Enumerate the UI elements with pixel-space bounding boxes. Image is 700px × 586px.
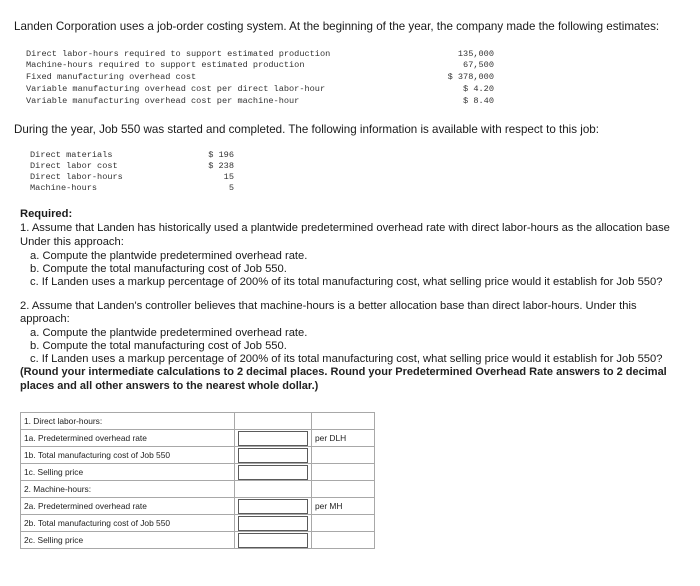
estimate-value: $ 378,000: [447, 72, 494, 82]
required-heading: Required:: [20, 208, 73, 220]
answer-cell: [235, 430, 312, 447]
table-row: [21, 515, 375, 532]
row-label: 2a. Predetermined overhead rate: [21, 498, 235, 515]
job-row: [30, 161, 234, 172]
table-row: [21, 430, 375, 447]
unit-label: [312, 515, 375, 532]
unit-label: [312, 481, 375, 498]
unit-label: per DLH: [312, 430, 375, 447]
estimate-row: [26, 72, 494, 83]
estimate-value: $ 8.40: [463, 96, 494, 106]
question-1-approach: Under this approach:: [20, 236, 124, 248]
answer-cell: [235, 515, 312, 532]
unit-label: per MH: [312, 498, 375, 515]
estimate-row: [26, 60, 494, 71]
answer-cell: [235, 447, 312, 464]
question-2c: c. If Landen uses a markup percentage of 200% of its total manufacturing cost, what selling price would it establish for Job 550?: [30, 353, 663, 365]
job-value: $ 238: [208, 161, 234, 171]
row-label: 1. Direct labor-hours:: [21, 413, 235, 430]
rounding-note-line-2: places and all other answers to the nearest whole dollar.): [20, 380, 319, 392]
job-value: 5: [228, 183, 234, 193]
estimate-row: [26, 49, 494, 60]
rounding-note-line-1: (Round your intermediate calculations to 2 decimal places. Round your Predetermined Overhead Rate answers to 2 decimal: [20, 366, 667, 378]
empty-cell: [235, 413, 312, 430]
answer-input-1a[interactable]: [238, 431, 308, 446]
question-2a: a. Compute the plantwide predetermined overhead rate.: [30, 327, 308, 339]
job-label: Direct labor-hours: [30, 172, 123, 182]
answer-cell: [235, 464, 312, 481]
job-value: $ 196: [208, 150, 234, 160]
job-value: 15: [223, 172, 234, 182]
estimate-row: [26, 96, 494, 107]
question-1c: c. If Landen uses a markup percentage of 200% of its total manufacturing cost, what selling price would it establish for Job 550?: [30, 276, 663, 288]
estimate-row: [26, 84, 494, 95]
answer-input-1b[interactable]: [238, 448, 308, 463]
row-label: 1b. Total manufacturing cost of Job 550: [21, 447, 235, 464]
job-row: [30, 183, 234, 194]
empty-cell: [235, 481, 312, 498]
estimate-label: Direct labor-hours required to support estimated production: [26, 49, 331, 59]
estimate-label: Variable manufacturing overhead cost per machine-hour: [26, 96, 300, 106]
estimate-label: Fixed manufacturing overhead cost: [26, 72, 197, 82]
table-row: [21, 498, 375, 515]
estimate-value: 67,500: [463, 60, 494, 70]
row-label: 2b. Total manufacturing cost of Job 550: [21, 515, 235, 532]
answer-input-2b[interactable]: [238, 516, 308, 531]
estimate-value: $ 4.20: [463, 84, 494, 94]
question-1: 1. Assume that Landen has historically used a plantwide predetermined overhead rate with direct labor-hours as the allocation base: [20, 222, 670, 234]
job-label: Direct materials: [30, 150, 113, 160]
unit-label: [312, 413, 375, 430]
answer-input-1c[interactable]: [238, 465, 308, 480]
question-1a: a. Compute the plantwide predetermined overhead rate.: [30, 250, 308, 262]
question-1b: b. Compute the total manufacturing cost of Job 550.: [30, 263, 287, 275]
answer-cell: [235, 532, 312, 549]
row-label: 1c. Selling price: [21, 464, 235, 481]
job-label: Direct labor cost: [30, 161, 118, 171]
unit-label: [312, 447, 375, 464]
row-label: 2c. Selling price: [21, 532, 235, 549]
table-row: [21, 481, 375, 498]
estimate-label: Variable manufacturing overhead cost per direct labor-hour: [26, 84, 326, 94]
answer-input-2a[interactable]: [238, 499, 308, 514]
table-row: [21, 447, 375, 464]
table-row: [21, 464, 375, 481]
table-row: [21, 413, 375, 430]
job-row: [30, 172, 234, 183]
row-label: 2. Machine-hours:: [21, 481, 235, 498]
estimate-label: Machine-hours required to support estimated production: [26, 60, 305, 70]
answer-table: [20, 412, 375, 549]
question-2b: b. Compute the total manufacturing cost of Job 550.: [30, 340, 287, 352]
answer-cell: [235, 498, 312, 515]
question-2-approach: approach:: [20, 313, 70, 325]
unit-label: [312, 532, 375, 549]
job-row: [30, 150, 234, 161]
job-info-text: During the year, Job 550 was started and completed. The following information is available with respect to this job:: [14, 123, 599, 136]
question-2: 2. Assume that Landen's controller believes that machine-hours is a better allocation base than direct labor-hours. Under this: [20, 300, 637, 312]
intro-text: Landen Corporation uses a job-order costing system. At the beginning of the year, the company made the following estimates:: [14, 20, 660, 33]
answer-input-2c[interactable]: [238, 533, 308, 548]
table-row: [21, 532, 375, 549]
job-label: Machine-hours: [30, 183, 98, 193]
unit-label: [312, 464, 375, 481]
estimate-value: 135,000: [457, 49, 494, 59]
row-label: 1a. Predetermined overhead rate: [21, 430, 235, 447]
